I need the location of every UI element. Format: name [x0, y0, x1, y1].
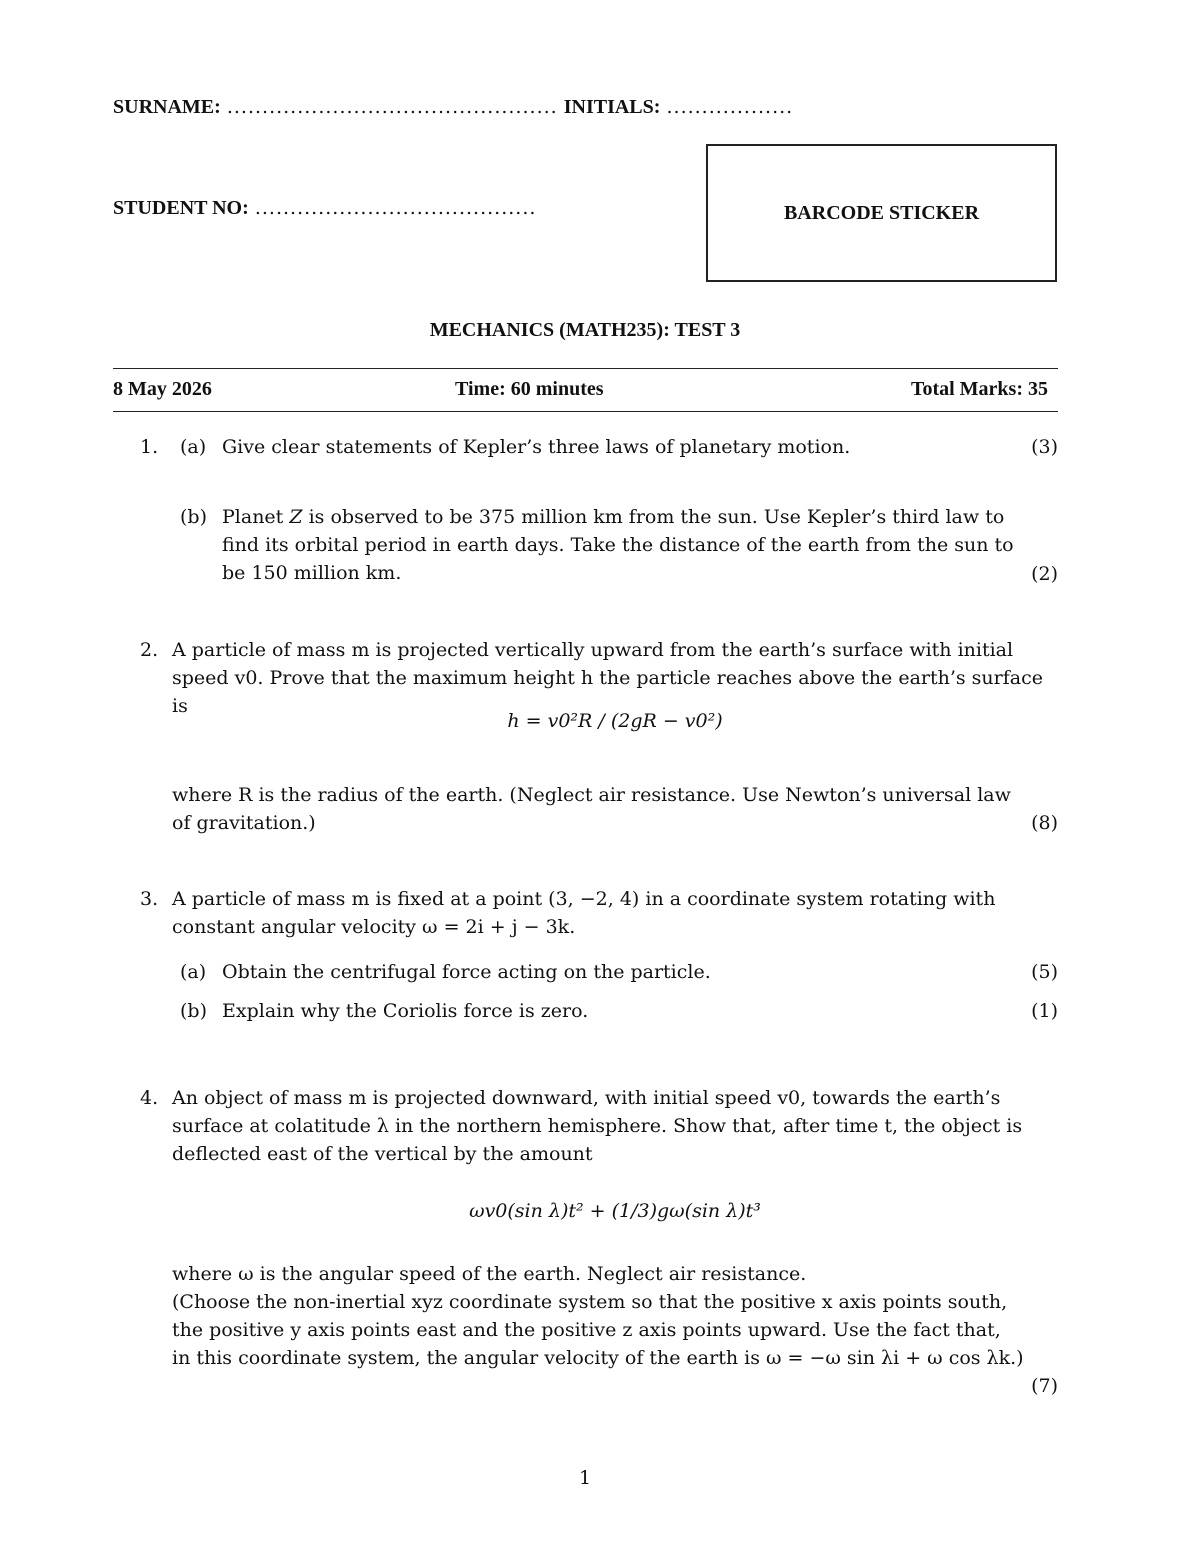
part-marks: (1) — [1031, 1000, 1058, 1022]
variable: Z — [289, 506, 303, 528]
part-text: Give clear statements of Kepler’s three laws of planetary motion. — [222, 436, 851, 458]
initials-label: INITIALS: — [563, 96, 661, 118]
text-line: in this coordinate system, the angular velocity of the earth is ω = −ω sin λi + ω cos λk.) — [172, 1347, 1024, 1369]
total-marks: Total Marks: 35 — [910, 378, 1048, 400]
surname-label: SURNAME: — [113, 96, 221, 118]
question-marks: (8) — [1031, 812, 1058, 834]
part-text: Explain why the Coriolis force is zero. — [222, 1000, 589, 1022]
part-text: Obtain the centrifugal force acting on the particle. — [222, 961, 711, 983]
text-line: surface at colatitude λ in the northern hemisphere. Show that, after time t, the object is — [172, 1115, 1023, 1137]
question-text — [172, 1260, 1058, 1372]
text-line: where R is the radius of the earth. (Neglect air resistance. Use Newton’s universal law — [172, 784, 1011, 806]
part-marks: (3) — [1031, 436, 1058, 458]
question-number: 4. — [140, 1087, 159, 1109]
text-line: (Choose the non-inertial xyz coordinate system so that the positive x axis points south, — [172, 1291, 1008, 1313]
text-line: of gravitation.) — [172, 812, 316, 834]
text-line: Planet — [222, 506, 284, 528]
text-line: An object of mass m is projected downward, with initial speed v0, towards the earth’s — [172, 1087, 1001, 1109]
question-number: 3. — [140, 888, 159, 910]
barcode-label: BARCODE STICKER — [783, 201, 980, 224]
question-text — [172, 885, 1058, 941]
text-line: deflected east of the vertical by the amount — [172, 1143, 593, 1165]
surname-row — [113, 96, 793, 119]
text-line: A particle of mass m is projected vertically upward from the earth’s surface with initial — [172, 639, 1014, 661]
question-number: 2. — [140, 639, 159, 661]
test-time: Time: 60 minutes — [455, 378, 604, 400]
question-text — [172, 1084, 1058, 1168]
text-line: is — [172, 695, 188, 717]
student-no-row — [113, 197, 536, 220]
barcode-sticker-box — [706, 144, 1057, 282]
text-line: find its orbital period in earth days. Take the distance of the earth from the sun to — [222, 534, 1014, 556]
bottom-rule — [113, 411, 1058, 412]
formula-text: h = v0²R / (2gR − v0²) — [507, 710, 723, 732]
part-text — [222, 503, 1058, 587]
part-marks: (2) — [1031, 563, 1058, 585]
text-line: speed v0. Prove that the maximum height h the particle reaches above the earth’s surface — [172, 667, 1043, 689]
text-line: A particle of mass m is fixed at a point (3, −2, 4) in a coordinate system rotating with — [172, 888, 996, 910]
student-no-field[interactable]: ........................................ — [254, 197, 537, 219]
text-line: be 150 million km. — [222, 562, 402, 584]
question-number: 1. — [140, 436, 159, 458]
student-no-label: STUDENT NO: — [113, 197, 249, 219]
part-label: (a) — [180, 961, 207, 983]
question-marks: (7) — [1031, 1375, 1058, 1397]
formula-deflection — [0, 1200, 1200, 1222]
question-text — [172, 781, 1058, 837]
test-date: 8 May 2026 — [113, 378, 212, 400]
question-text — [172, 636, 1058, 720]
page-number: 1 — [578, 1467, 592, 1489]
formula-max-height — [0, 710, 1200, 732]
text-line: constant angular velocity ω = 2i + j − 3k. — [172, 916, 576, 938]
part-label: (a) — [180, 436, 207, 458]
page-title: MECHANICS (MATH235): TEST 3 — [429, 319, 741, 341]
part-label: (b) — [180, 1000, 207, 1022]
top-rule — [113, 368, 1058, 369]
text-line: where ω is the angular speed of the earth. Neglect air resistance. — [172, 1263, 807, 1285]
part-label: (b) — [180, 506, 207, 528]
initials-field[interactable]: .................. — [666, 96, 794, 118]
part-marks: (5) — [1031, 961, 1058, 983]
text-line: the positive y axis points east and the positive z axis points upward. Use the fact that, — [172, 1319, 1001, 1341]
formula-text: ωv0(sin λ)t² + (1/3)gω(sin λ)t³ — [469, 1200, 761, 1222]
surname-field[interactable]: ............................................... — [226, 96, 558, 118]
text-line: is observed to be 375 million km from the sun. Use Kepler’s third law to — [308, 506, 1005, 528]
